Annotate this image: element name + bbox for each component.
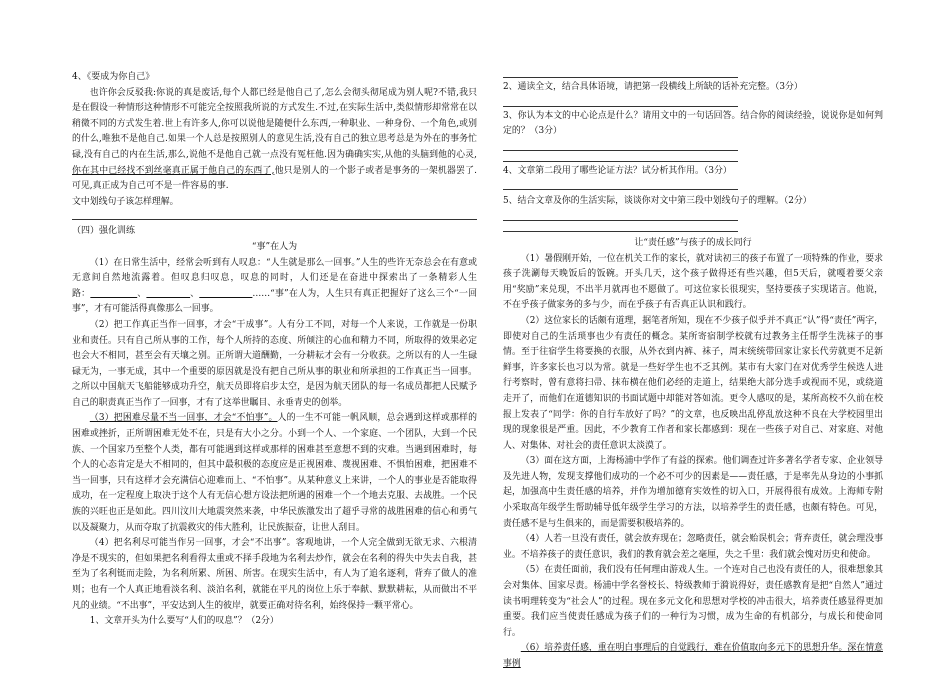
article2-paragraph-1: （1）暑假刚开始，一位在机关工作的家长，就对读初三的孩子布置了一项特殊的作业，要求孩子洗涮每天晚饭后的饭碗。开头几天，这个孩子做得还有些兴趣，但5天后，就嘎着要父亲用“奖励”来兑现，不出半月就再也不愿做了。可这位家长很现实，坚持要孩子实现诺言。他说，不在乎孩子做家务的多与少，而在乎孩子有否真正认识和践行。 <box>503 253 883 311</box>
article2-paragraph-6: （6）培养责任感，重在明白事理后的自觉践行，难在价值取向多元下的思想升华。深在情意事例 <box>503 643 883 669</box>
answer-line <box>503 77 738 78</box>
paragraph-1 <box>72 256 477 318</box>
section4-passage-text: 也许你会反驳我:你说的真是废话,每个人都已经是他自己了,怎么会彻头彻尾成为别人呢?不错,我只是在假设一种情形这种情形不可能完全按照我所说的方式发生.不过,在实际生活中,类似情形却常常在以稍微不同的方式发生着.世上有许多人,你可以说他是随便什么东西,一种职业、一种身份、一个角色,或别的什么,唯独不是他自己.如果一个人总是按照别人的意见生活,没有自己的独立思考总是为外在的事务忙碌,没有自己的内在生活,那么,说他不是他自己就一点没有冤枉他.因为确确实实,从他的头脑到他的心灵, <box>72 87 477 160</box>
fill-blank-2 <box>146 289 190 299</box>
blank-separator: 、 <box>137 288 147 299</box>
answer-line <box>503 106 738 107</box>
article2-paragraph-4: （4）人若一旦没有责任，就会放弃现在；忽略责任，就会贻误机会；背弃责任，就会理没事业。不培养孩子的责任意识，我们的教育就会差之毫厘，失之千里：我们就会愧对历史和使命。 <box>503 534 883 560</box>
paragraph-3-underlined: （3）把困难尽量不当一回事，才会“不怕事”。 <box>89 413 278 424</box>
paragraph-1-end: ……“事”在人为，人生只有真正把握好了这么三个“一回事”，才有可能活得真像那么一回事。 <box>72 288 478 315</box>
section-heading: （四）强化训练 <box>72 226 136 237</box>
section4-passage-end: 他只是别人的一个影子或者是事务的一架机器罢了.可见,真正成为自己可不是一件容易的事. <box>72 165 477 192</box>
question-2: 2、通读全文，结合具体语境，请把第一段横线上所缺的话补充完整。（3分） <box>503 82 803 92</box>
section4-underlined-sentence: 你在其中已经找不到丝毫真正属于他自己的东西了, <box>72 165 275 176</box>
fill-blank-1 <box>90 289 137 299</box>
article2-paragraph-2: （2）这位家长的话颇有道理，据笔者所知，现在不少孩子似乎并不真正“认”得“责任”两字，即使对自己的生活琐事也少有责任的概念。某所寄宿制学校就有过教务主任帮学生洗袜子的事情。至于往宿学生将要换的衣服，从外衣到内裤、袜子，周末统统带回家让家长代劳就更不足新鲜事，许多家长也习以为常。就是一些好学生也不乏其例。某市有大家门在对优秀学生候选人进行考察时，曾有意将扫帚、抹布横在他们必经的走道上，结果绝大部分选手或视而不见，或绕道走开了，而他们在道德知识的书面试题中却能对答如流。更令人感叹的是，某所高校不久前在校报上发表了“同学：你的自行车放好了吗？”的文章，也反映出乱停乱放这种不良在大学校园里出现的现象很是严重。因此，不少教育工作者和家长都感到：现在一些孩子对自己、对家庭、对他人、对集体、对社会的责任意识太淡漠了。 <box>503 315 883 451</box>
paragraph-2: （2）把工作真正当作一回事，才会“干成事”。人有分工不同，对每一个人来说，工作就是一份职业和责任。只有自己所从事的工作，每个人所持的态度、所倾注的心血和精力不同，所取得的效果必定也会大不相同，甚至会有天壤之别。正所谓大道酬勤，一分耕耘才会有一分收获。之所以有的人一生碌碌无为，一事无成，其中一个重要的原因就是没有把自己所从事的职业和所承担的工作真正当一回事。之所以中国航天飞船能够成功升空，航天员即将启步太空，是因为航天团队的每一名成员都把人民赋予自己的职责真正当作了一回事，才有了这举世瞩目、永垂青史的创举。 <box>72 319 477 408</box>
article2-title: 让“责任感”与孩子的成长同行 <box>634 237 752 248</box>
article2-paragraph-3: （3）面在这方面，上海杨浦中学作了有益的探索。他们调查过许多著名学者专家、企业领导及先进人物，发现支撑他们成功的一个必不可少的因素是——责任感，于是率先从身边的小事抓起，加强高中生责任感的培养，并作为增加德育实效性的切入口，开展得很有成效。上海师专附小采取高年级学生帮助辅导低年级学生学习的方法，以培养学生的责任感，也颇有特色。可见，责任感不是与生俱来的，而是需要积极培养的。 <box>503 456 883 529</box>
question-4: 4、文章第二段用了哪些论证方法？试分析其作用。（3分） <box>503 165 732 176</box>
section4-question: 文中划线句子该怎样理解。 <box>72 196 179 207</box>
paragraph-3-text: 人的一生不可能一帆风顺，总会遇到这样或那样的困难或挫折，正所谓困难无处不在，只是有大小之分。小到一个人、一个家庭、一个团队，大到一个民族、一个国家乃至整个人类，都有可能遇到这样或那样的困难甚至意想不到的灾难。当遇到困难时，每个人的心态肯定是大不相同的，但其中最积极的态度应是正视困难、蔑视困难、不惧怕困难，把困难不当一回事，只有这样才会充满信心迎难而上、“不怕事”。从某种意义上来讲，一个人的事业是否能取得成功，在一定程度上取决于这个人有无信心想方设法把所遇的困难一个一个地去克服、去战胜。一个民族的兴旺也正是如此。四川汶川大地震突然来袭，中华民族激发出了超乎寻常的战胜困难的信心和勇气以及凝聚力，从而夺取了抗震救灾的伟大胜利，让民族振奋，让世人刮目。 <box>72 413 477 533</box>
paragraph-1-text: （1）在日常生活中，经常会听到有人叹息：“人生就是那么一回事。”人生的些许无奈总会在有意或无意间自然地流露着。但叹息归叹息，叹息的同时，人们还是在奋进中探索出了一条精彩人生路： <box>72 257 477 299</box>
answer-line <box>503 231 738 232</box>
answer-line <box>72 219 477 220</box>
question-1: 1、文章开头为什么要写“人们的叹息”？（2分） <box>89 616 279 627</box>
blank-separator: 、 <box>190 288 200 299</box>
question-5: 5、结合文章及你的生活实际，谈谈你对文中第三段中划线句子的理解。（2分） <box>503 196 812 207</box>
article2-paragraph-5: （5）在责任面前，我们没有任何理由游戏人生。一个连对自己也没有责任的人，很难想象其会对集体、国家尽责。杨浦中学名誉校长、特级教师于漪说得好，责任感教育是把“自然人”通过读书明理转变为“社会人”的过程。现在多元文化和思想对学校的冲击很大，培养责任感显得更加重要。我们应当使责任感成为孩子们的一种行为习惯，成为生命的有机部分，与成长和使命同行。 <box>503 565 883 638</box>
paragraph-3 <box>72 411 477 536</box>
answer-line <box>503 189 738 190</box>
article-title: “事”在人为 <box>251 241 298 252</box>
answer-line <box>503 161 738 162</box>
section4-title: 4、《要成为你自己》 <box>72 72 155 82</box>
right-column <box>503 77 883 673</box>
fill-blank-3 <box>199 289 252 299</box>
paragraph-4: （4）把名利尽可能当作另一回事，才会“不出事”。客观地讲，一个人完全做到无欲无求、六根清净是不现实的，但如果把名利看得太重或不择手段地为名利去炒作，就会在名利的得失中失去自我，甚至为了名利铤而走险，为名利所累、所困、所害。在现实生活中，有人为了追名逐利，背弃了做人的准则；也有一个人真正地看淡名利、淡泊名利，就能在平凡的岗位上乐于奉献、默默耕耘，从而做出不平凡的业绩。“不出事”，平安达到人生的彼岸，就要正确对待名利，始终保持一颗平常心。 <box>72 538 477 611</box>
section4-passage <box>72 86 477 195</box>
question-3: 3、你认为本文的中心论点是什么？请用文中的一句话回答。结合你的阅读经验，说说你是如何判定的？（3分） <box>503 110 883 137</box>
left-column <box>72 70 477 630</box>
